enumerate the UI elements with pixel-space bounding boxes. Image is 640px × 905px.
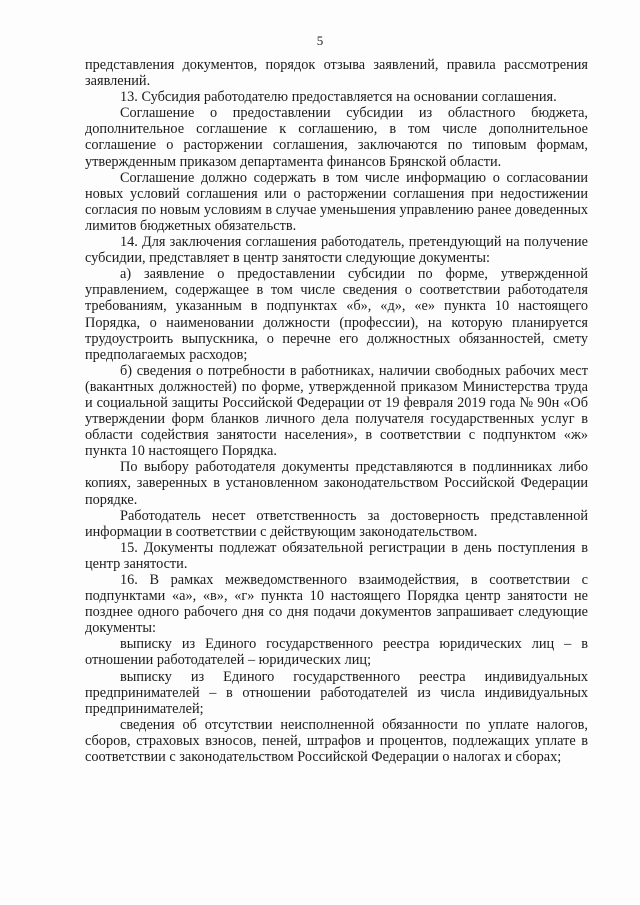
paragraph-tax-debt-info: сведения об отсутствии неисполненной обязанности по уплате налогов, сборов, страховых взносов, пеней, штрафов и процентов, подлежащих уплате в соответствии с законодательством Российской Федерации о налогах и сборах; (85, 716, 588, 766)
paragraph-14: 14. Для заключения соглашения работодатель, претендующий на получение субсидии, представляет в центр занятости следующие документы: (85, 234, 588, 267)
document-body (85, 57, 588, 765)
paragraph-14-b: б) сведения о потребности в работниках, наличии свободных рабочих мест (вакантных должностей) по форме, утвержденной приказом Министерства труда и социальной защиты Российской Федерации от 19 февраля 2019 года № 90н «Об утверждении форм бланков личного дела получателя государственных услуг в области содействия занятости населения», в соответствии с подпунктом «ж» пункта 10 настоящего Порядка. (85, 362, 588, 460)
paragraph-agreement-forms: Соглашение о предоставлении субсидии из областного бюджета, дополнительное соглашение к соглашению, в том числе дополнительное соглашение о расторжении соглашения, заключаются по типовым формам, утвержденным приказом департамента финансов Брянской области. (85, 105, 588, 170)
paragraph-responsibility: Работодатель несет ответственность за достоверность представленной информации в соответствии с действующим законодательством. (85, 507, 588, 540)
paragraph-egrul-extract: выписку из Единого государственного реестра юридических лиц – в отношении работодателей – юридических лиц; (85, 636, 588, 669)
paragraph-agreement-content: Соглашение должно содержать в том числе информацию о согласовании новых условий соглашения или о расторжении соглашения при недостижении согласия по новым условиям в случае уменьшения управлению ранее доведенных лимитов бюджетных обязательств. (85, 169, 588, 234)
paragraph-originals-copies: По выбору работодателя документы представляются в подлинниках либо копиях, заверенных в установленном законодательством Российской Федерации порядке. (85, 459, 588, 508)
paragraph-16: 16. В рамках межведомственного взаимодействия, в соответствии с подпунктами «а», «в», «г» пункта 10 настоящего Порядка центр занятости не позднее одного рабочего дня со дня подачи документов запрашивает следующие документы: (85, 572, 588, 637)
paragraph-continuation: представления документов, порядок отзыва заявлений, правила рассмотрения заявлений. (85, 57, 588, 90)
page-number: 5 (316, 33, 324, 48)
paragraph-15: 15. Документы подлежат обязательной регистрации в день поступления в центр занятости. (85, 539, 588, 572)
paragraph-egrip-extract: выписку из Единого государственного реестра индивидуальных предпринимателей – в отношении работодателей из числа индивидуальных предпринимателей; (85, 668, 588, 717)
paragraph-13: 13. Субсидия работодателю предоставляется на основании соглашения. (120, 89, 557, 106)
paragraph-14-a: а) заявление о предоставлении субсидии по форме, утвержденной управлением, содержащее в том числе сведения о соответствии работодателя требованиям, указанным в подпунктах «б», «д», «е» пункта 10 настоящего Порядка, о наименовании должности (профессии), на которую планируется трудоустроить выпускника, о перечне его должностных обязанностей, смету предполагаемых расходов; (85, 266, 588, 363)
